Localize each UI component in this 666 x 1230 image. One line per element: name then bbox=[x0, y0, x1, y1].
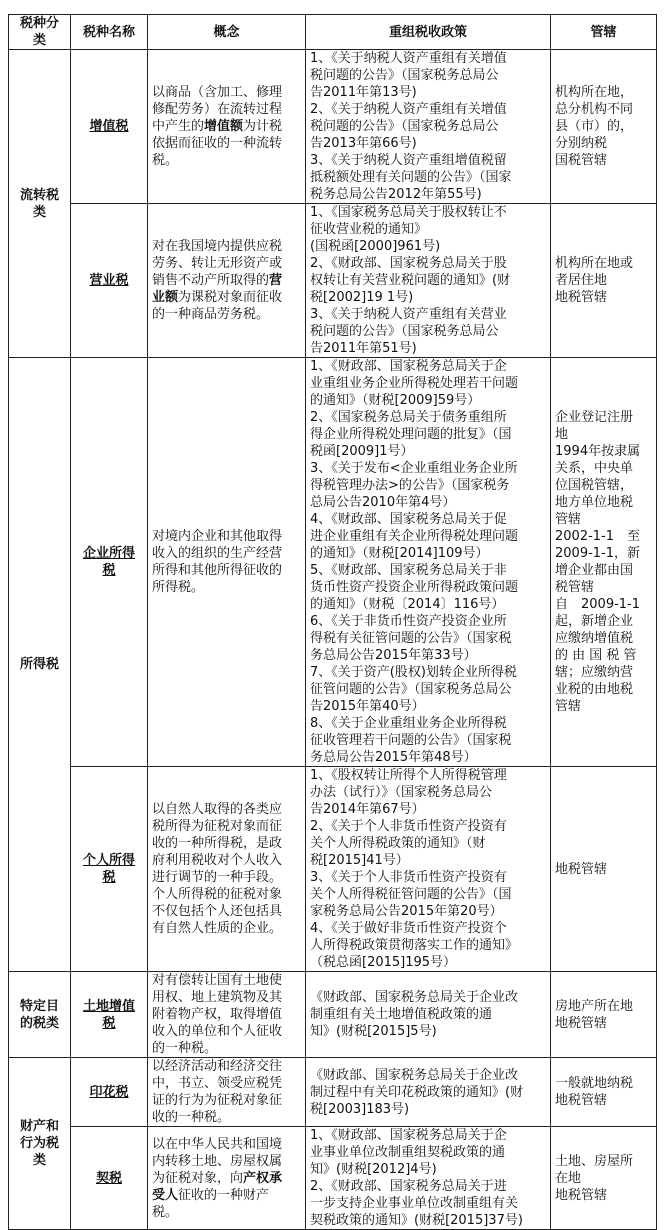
concept-bold: 产权承 受人 bbox=[152, 1170, 283, 1203]
concept-cell: 对境内企业和其他取得 收入的组织的生产经营 所得和其他所得征收的 所得税。 bbox=[148, 358, 306, 767]
concept-cell bbox=[148, 50, 306, 204]
category-cell: 流转税 类 bbox=[9, 50, 71, 358]
table-row bbox=[9, 1058, 657, 1127]
concept-bold: 营 业额 bbox=[152, 273, 283, 305]
tax-name: 契税 bbox=[71, 1127, 148, 1230]
policy-cell: 《财政部、国家税务总局关于企业改 制过程中有关印花税政策的通知》(财 税[2003]183号) bbox=[306, 1058, 551, 1127]
policy-cell: 1、《财政部、国家税务总局关于企 业事业单位改制重组契税政策的通 知》(财税[2012]4号) 2、《财政部、国家税务总局关于进 一步支持企业事业单位改制重组有关 契税政策的通知》(财税[2015]37号) bbox=[306, 1127, 551, 1230]
tax-restructuring-table bbox=[8, 14, 657, 1230]
concept-bold: 增值额 bbox=[204, 119, 244, 134]
concept-text: 以商品（含加工、修理 修配劳务）在流转过程 中产生的 bbox=[152, 85, 283, 134]
table-row bbox=[9, 50, 657, 204]
concept-cell bbox=[148, 204, 306, 358]
table-row bbox=[9, 767, 657, 972]
category-cell: 所得税 bbox=[9, 358, 71, 972]
tax-name: 个人所得 税 bbox=[71, 767, 148, 972]
policy-cell: 1、《股权转让所得个人所得税管理 办法（试行）》（国家税务总局公 告2014年第67号） 2、《关于个人非货币性资产投资有 关个人所得税政策的通知》（财 税[2015]41号） 3、《关于个人非货币性资产投资有 关个人所得税征管问题的公告》（国 家税务总局公告2015年第20号） 4、《关于做好非货币性资产投资个 人所得税政策贯彻落实工作的通知》 （税总函[2015]195号） bbox=[306, 767, 551, 972]
tax-name: 印花税 bbox=[71, 1058, 148, 1127]
concept-cell bbox=[148, 1127, 306, 1230]
concept-cell: 以自然人取得的各类应 税所得为征税对象而征 收的一种所得税，是政 府利用税收对个人收入 进行调节的一种手段。 个人所得税的征税对象 不仅包括个人还包括具 有自然人性质的企业。 bbox=[148, 767, 306, 972]
policy-cell: 1、《国家税务总局关于股权转让不 征收营业税的通知》 (国税函[2000]961号) 2、《财政部、国家税务总局关于股 权转让有关营业税问题的通知》(财 税[2002]19 1号) 3、《关于纳税人资产重组有关营业 税问题的公告》（国家税务总局公 告2011年第51号) bbox=[306, 204, 551, 358]
header-policy: 重组税收政策 bbox=[306, 15, 551, 50]
policy-cell: 1、《财政部、国家税务总局关于企 业重组业务企业所得税处理若干问题 的通知》（财税[2009]59号） 2、《国家税务总局关于债务重组所 得企业所得税处理问题的批复》（国 税函[2009]1号） 3、《关于发布<企业重组业务企业所 得税管理办法>的公告》（国家税务 总局公告2010年第4号） 4、《财政部、国家税务总局关于促 进企业重组有关企业所得税处理问题 的通知》（财税[2014]109号） 5、《财政部、国家税务总局关于非 货币性资产投资企业所得税政策问题 的通知》（财税〔2014〕116号） 6、《关于非货币性资产投资企业所 得税有关征管问题的公告》（国家税 务总局公告2015年第33号） 7、《关于资产(股权)划转企业所得税 征管问题的公告》（国家税务总局公 告2015年第40号） 8、《关于企业重组业务企业所得税 征收管理若干问题的公告》（国家税 务总局公告2015年第48号） bbox=[306, 358, 551, 767]
tax-name: 企业所得 税 bbox=[71, 358, 148, 767]
jurisdiction-cell: 企业登记注册 地 1994年按隶属 关系，中央单 位国税管辖， 地方单位地税 管辖 2002-1-1 至 2009-1-1，新 增企业都由国 税管辖 自 2009-1-1 起，新增企业 应缴纳增值税 的 由 国 税 管 辖；应缴纳营 业税的由地税 管辖 bbox=[551, 358, 657, 767]
category-cell: 财产和 行为税 类 bbox=[9, 1058, 71, 1230]
jurisdiction-cell: 土地、房屋所 在地 地税管辖 bbox=[551, 1127, 657, 1230]
jurisdiction-cell: 地税管辖 bbox=[551, 767, 657, 972]
policy-cell: 《财政部、国家税务总局关于企业改 制重组有关土地增值税政策的通 知》(财税[2015]5号) bbox=[306, 972, 551, 1058]
category-cell: 特定目 的税类 bbox=[9, 972, 71, 1058]
jurisdiction-cell: 房地产所在地 地税管辖 bbox=[551, 972, 657, 1058]
concept-text: 以在中华人民共和国境 内转移土地、房屋权属 为征税对象，向 bbox=[152, 1136, 283, 1186]
table-row bbox=[9, 358, 657, 767]
header-tax-name: 税种名称 bbox=[71, 15, 148, 50]
jurisdiction-cell: 机构所在地， 总分机构不同 县（市）的， 分别纳税 国税管辖 bbox=[551, 50, 657, 204]
policy-cell: 1、《关于纳税人资产重组有关增值 税问题的公告》（国家税务总局公 告2011年第13号) 2、《关于纳税人资产重组有关增值 税问题的公告》（国家税务总局公 告2013年第66号) 3、《关于纳税人资产重组增值税留 抵税额处理有关问题的公告》（国家 税务总局公告2012年第55号) bbox=[306, 50, 551, 204]
header-jurisdiction: 管辖 bbox=[551, 15, 657, 50]
concept-text: 征收的一种财产 税。 bbox=[152, 1187, 270, 1220]
table-row bbox=[9, 204, 657, 358]
jurisdiction-cell: 机构所在地或 者居住地 地税管辖 bbox=[551, 204, 657, 358]
table-row bbox=[9, 1127, 657, 1230]
jurisdiction-cell: 一般就地纳税 地税管辖 bbox=[551, 1058, 657, 1127]
concept-cell: 对有偿转让国有土地使 用权、地上建筑物及其 附着物产权，取得增值 收入的单位和个人征收 的一种税。 bbox=[148, 972, 306, 1058]
concept-cell: 以经济活动和经济交往 中，书立、领受应税凭 证的行为为征税对象征 收的一种税。 bbox=[148, 1058, 306, 1127]
header-category: 税种分 类 bbox=[9, 15, 71, 50]
tax-name: 增值税 bbox=[71, 50, 148, 204]
concept-text: 为课税对象而征收 的一种商品劳务税。 bbox=[152, 290, 283, 322]
concept-text: 为计税 依据而征收的一种流转 税。 bbox=[152, 119, 283, 168]
table-row bbox=[9, 972, 657, 1058]
header-concept: 概念 bbox=[148, 15, 306, 50]
tax-name: 土地增值 税 bbox=[71, 972, 148, 1058]
header-row bbox=[9, 15, 657, 50]
concept-text: 对在我国境内提供应税 劳务、转让无形资产或 销售不动产所取得的 bbox=[152, 239, 283, 288]
tax-name: 营业税 bbox=[71, 204, 148, 358]
